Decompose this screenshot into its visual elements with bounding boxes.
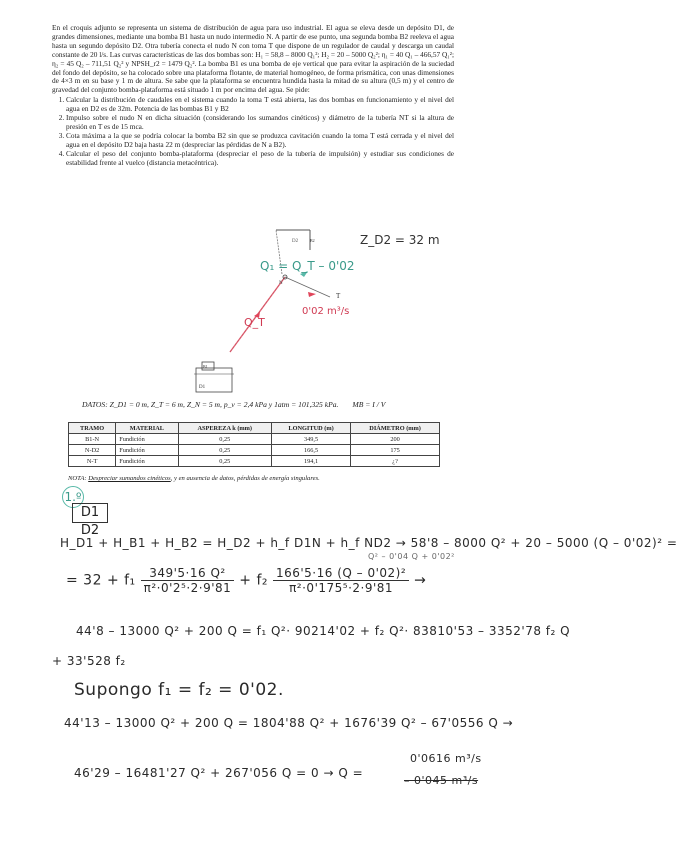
node-n-label: N [279,281,283,286]
note-underlined: Despreciar sumandos cinéticos [88,475,171,482]
data-text: DATOS: Z_D1 = 0 m, Z_T = 6 m, Z_N = 5 m, p_v = 2,4 kPa y 1atm = 101,325 kPa. [82,400,339,409]
problem-statement [52,24,454,168]
questions-list [52,96,454,167]
note-label: NOTA: [68,475,87,482]
pump-curves-2: η₂ = 45 Q₂ – 711,51 Q₂² y NPSH_r2 = 1479 Q₂². [52,58,197,68]
table-row [69,445,440,456]
table-row [69,434,440,445]
intro-text: En el croquis adjunto se representa un sistema de distribución de agua para uso industrial. El agua se eleva desde un depósito D1, de grandes dimensiones, mediante una bomba B1 hasta un nudo intermedio N. A partir de ese punto, una segunda bomba B2 reeleva el agua hasta un segundo depósito D2. Otra tubería conecta el nudo N con toma T que dispone de un regulador de caudal y descarga un caudal constante de 20 l/s. Las curvas características de las dos bombas son: [52,23,454,59]
table-cell: Fundición [116,434,178,445]
tap-t-label: T [336,292,341,300]
tank-d1-label: D1 [199,385,206,390]
root-negative: – 0'045 m³/s [404,774,479,787]
system-sketch [190,222,470,400]
fraction-denominator: π²·0'175⁵·2·9'81 [289,581,394,595]
fraction-denominator: π²·0'2⁵·2·9'81 [143,581,232,595]
pipe-n-t [285,277,330,297]
table-header: ASPEREZA k (mm) [178,423,271,434]
d2-marker: D2 [292,239,299,244]
friction-fraction-2 [273,566,409,595]
q-t-label: Q_T [244,316,265,329]
table-cell: 0,25 [178,434,271,445]
line2-start: = 32 + f₁ [66,572,136,589]
fraction-numerator: 166'5·16 (Q – 0'02)² [273,566,409,581]
table-cell: Fundición [116,456,178,467]
pump-b1-label: B1 [203,364,208,369]
pump-b2-label: B2 [310,238,315,243]
flow-equation-label: Q₁ = Q_T – 0'02 [260,259,355,273]
table-cell: N-D2 [69,445,116,456]
friction-equation-line2 [66,566,426,595]
table-cell: 194,1 [271,456,350,467]
line2-mid: + f₂ [239,572,269,589]
flow-arrow-icon [308,292,316,297]
intro-rest: La bomba B1 es una bomba de eje vertical que para evitar la aspiración de la suciedad del fondo del depósito, se ha colocado sobre una plataforma flotante, de material homogéneo, de forma prismática, con unas dimensiones de 4×3 m en su base y 1 m de altura. Se sabe que la plataforma se encuentra hundida hasta la mitad de su altura (0,5 m) y el centro de gravedad del conjunto bomba-plataforma está situado 1 m por encima del agua. Se pide: [52,58,454,95]
table-cell: 166,5 [271,445,350,456]
table-cell: 200 [351,434,440,445]
table-cell: ¿? [351,456,440,467]
pump-curves-1: H₁ = 58,8 – 8000 Q₁²; H₂ = 20 – 5000 Q₂²; η₁ = 40 Q₁ – 466,57 Q₁²; [255,49,454,59]
root-positive: 0'0616 m³/s [410,752,482,765]
question-item: 4. Calcular el peso del conjunto bomba-plataforma (despreciar el peso de la tubería de impulsión) y estudiar sus condiciones de estabilidad frente al vuelco (distancia metacéntrica). [66,150,454,168]
note-rest: , y en ausencia de datos, pérdidas de energía singulares. [170,475,320,482]
substituted-equation: 44'13 – 13000 Q² + 200 Q = 1804'88 Q² + 1676'39 Q² – 67'0556 Q → [64,716,514,730]
table-cell: N-T [69,456,116,467]
pipe-sections-table [68,422,440,467]
question-item: 2. Impulso sobre el nudo N en dicha situación (considerando los sumandos cinéticos) y diámetro de la tubería NT si la altura de presión en T es de 15 mca. [66,114,454,132]
data-line [82,400,452,409]
boxed-tanks: D1 D2 [72,503,108,523]
table-cell: 0,25 [178,445,271,456]
expanded-equation-line4: + 33'528 f₂ [52,654,126,668]
table-header-row [69,423,440,434]
t-flow-label: 0'02 m³/s [302,306,350,317]
expansion-note: Q² – 0'04 Q + 0'02² [368,552,455,561]
table-cell: B1-N [69,434,116,445]
table-cell: 0,25 [178,456,271,467]
fraction-numerator: 349'5·16 Q² [141,566,235,581]
expanded-equation-line3: 44'8 – 13000 Q² + 200 Q = f₁ Q²· 90214'02 + f₂ Q²· 83810'53 – 3352'78 f₂ Q [76,624,571,638]
assumption-line: Supongo f₁ = f₂ = 0'02. [74,680,284,700]
question-item: 1. Calcular la distribución de caudales en el sistema cuando la toma T está abierta, las dos bombas en funcionamiento y el nivel del agua en D2 es de 32m. Potencia de las bombas B1 y B2 [66,96,454,114]
friction-fraction-1 [141,566,235,595]
table-header: MATERIAL [116,423,178,434]
table-header: TRAMO [69,423,116,434]
question-item: 3. Cota máxima a la que se podría colocar la bomba B2 sin que se produzca cavitación cuando la toma T está cerrada y el nivel del agua en el depósito D2 baja hasta 22 m (despreciar las pérdidas de N a B2). [66,132,454,150]
table-header: LONGITUD (m) [271,423,350,434]
table-row [69,456,440,467]
quadratic-equation: 46'29 – 16481'27 Q² + 267'056 Q = 0 → Q = [74,766,364,780]
problem-intro [52,24,454,95]
solution-number: 1.º [62,486,84,508]
table-cell: 175 [351,445,440,456]
metacentric-formula: MB = I / V [352,400,386,409]
table-cell: 349,5 [271,434,350,445]
line2-arrow: → [414,572,427,589]
d2-level-label: Z_D2 = 32 m [360,233,440,247]
table-header: DIÁMETRO (mm) [351,423,440,434]
energy-equation-line1: H_D1 + H_B1 + H_B2 = H_D2 + h_f D1N + h_f ND2 → 58'8 – 8000 Q² + 20 – 5000 (Q – 0'02)² = [60,536,677,550]
note-line [68,475,448,482]
table-cell: Fundición [116,445,178,456]
